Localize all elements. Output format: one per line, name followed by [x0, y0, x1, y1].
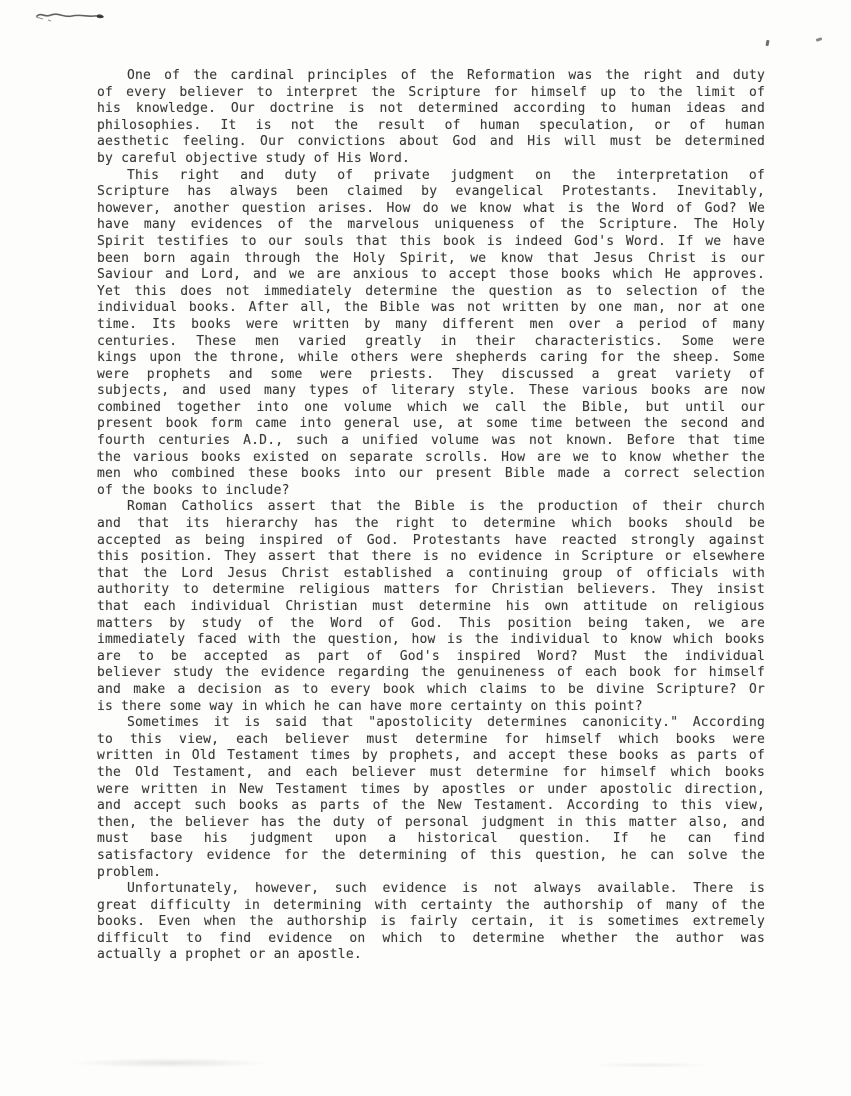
text-line: matters by study of the Word of God. This position being taken, we are	[97, 615, 765, 631]
text-line: great difficulty in determining with certainty the authorship of many of the	[97, 897, 765, 913]
text-line: aesthetic feeling. Our convictions about God and His will must be determined	[97, 134, 765, 150]
text-line: then, the believer has the duty of personal judgment in this matter also, and	[97, 814, 765, 830]
text-line: difficult to find evidence on which to determine whether the author was	[97, 930, 765, 946]
text-line: by careful objective study of His Word.	[97, 150, 411, 166]
text-line: been born again through the Holy Spirit, we know that Jesus Christ is our	[97, 250, 765, 266]
text-line: Roman Catholics assert that the Bible is the production of their church	[127, 499, 765, 515]
text-line: Scripture has always been claimed by evangelical Protestants. Inevitably,	[97, 184, 765, 200]
text-line: written in Old Testament times by prophets, and accept these books as parts of	[97, 748, 765, 764]
paragraph	[97, 68, 765, 168]
text-line: have many evidences of the marvelous uniqueness of the Scripture. The Holy	[97, 217, 765, 233]
text-line: satisfactory evidence for the determining of this question, he can solve the	[97, 847, 765, 863]
text-line: Yet this does not immediately determine the question as to selection of the	[97, 283, 765, 299]
text-line: his knowledge. Our doctrine is not determined according to human ideas and	[97, 101, 765, 117]
text-line: and that its hierarchy has the right to determine which books should be	[97, 516, 765, 532]
text-line: individual books. After all, the Bible was not written by one man, nor at one	[97, 300, 765, 316]
text-line: immediately faced with the question, how is the individual to know which books	[97, 632, 765, 648]
text-line: problem.	[97, 864, 162, 880]
ink-scribble-mark	[34, 7, 108, 25]
ink-speck	[765, 40, 769, 46]
text-line: One of the cardinal principles of the Reformation was the right and duty	[127, 68, 765, 83]
text-line: fourth centuries A.D., such a unified volume was not known. Before that time	[97, 433, 765, 449]
text-line: Unfortunately, however, such evidence is not always available. There is	[127, 881, 765, 897]
paragraph	[97, 881, 765, 964]
text-line: accepted as being inspired of God. Protestants have reacted strongly against	[97, 532, 765, 548]
text-line: present book form came into general use, at some time between the second and	[97, 416, 765, 432]
text-line: kings upon the throne, while others were shepherds caring for the sheep. Some	[97, 350, 765, 366]
text-line: must base his judgment upon a historical question. If he can find	[97, 831, 765, 847]
text-line: the Old Testament, and each believer must determine for himself which books	[97, 764, 765, 780]
text-line: the various books existed on separate scrolls. How are we to know whether the	[97, 449, 765, 465]
paragraph	[97, 168, 765, 500]
text-line: are to be accepted as part of God's inspired Word? Must the individual	[97, 648, 765, 664]
text-line: and accept such books as parts of the New Testament. According to this view,	[97, 798, 765, 814]
text-line: that each individual Christian must determine his own attitude on religious	[97, 599, 765, 614]
text-line: that the Lord Jesus Christ established a continuing group of officials with	[97, 565, 765, 581]
text-line: believer study the evidence regarding the genuineness of each book for himself	[97, 665, 765, 681]
text-line: combined together into one volume which we call the Bible, but until our	[97, 399, 765, 415]
faint-smudge	[70, 1058, 270, 1068]
faint-smudge	[590, 1062, 710, 1068]
text-line: authority to determine religious matters for Christian believers. They insist	[97, 582, 765, 598]
text-line: This right and duty of private judgment on the interpretation of	[127, 167, 765, 183]
text-line: this position. They assert that there is no evidence in Scripture or elsewhere	[97, 549, 765, 565]
text-line: philosophies. It is not the result of human speculation, or of human	[97, 117, 765, 133]
text-line: men who combined these books into our present Bible made a correct selection	[97, 466, 765, 482]
ink-speck	[816, 37, 823, 42]
text-line: Spirit testifies to our souls that this book is indeed God's Word. If we have	[97, 233, 765, 249]
text-line: were written in New Testament times by apostles or under apostolic direction,	[97, 781, 765, 797]
document-text	[97, 68, 765, 964]
paragraph	[97, 715, 765, 881]
text-line: to this view, each believer must determine for himself which books were	[97, 731, 765, 747]
text-line: Sometimes it is said that "apostolicity determines canonicity." According	[127, 715, 765, 731]
text-line: is there some way in which he can have more certainty on this point?	[97, 698, 643, 714]
text-line: of the books to include?	[97, 482, 290, 498]
paragraph	[97, 499, 765, 715]
text-line: of every believer to interpret the Scripture for himself up to the limit of	[97, 84, 765, 100]
text-line: centuries. These men varied greatly in their characteristics. Some were	[97, 333, 765, 349]
text-line: books. Even when the authorship is fairly certain, it is sometimes extremely	[97, 914, 765, 930]
text-line: subjects, and used many types of literary style. These various books are now	[97, 383, 765, 399]
text-line: however, another question arises. How do we know what is the Word of God? We	[97, 200, 765, 216]
text-line: and make a decision as to every book which claims to be divine Scripture? Or	[97, 681, 765, 697]
text-line: were prophets and some were priests. They discussed a great variety of	[97, 366, 765, 382]
text-line: Saviour and Lord, and we are anxious to accept those books which He approves.	[97, 267, 765, 283]
text-line: time. Its books were written by many different men over a period of many	[97, 316, 765, 332]
text-line: actually a prophet or an apostle.	[97, 947, 362, 963]
